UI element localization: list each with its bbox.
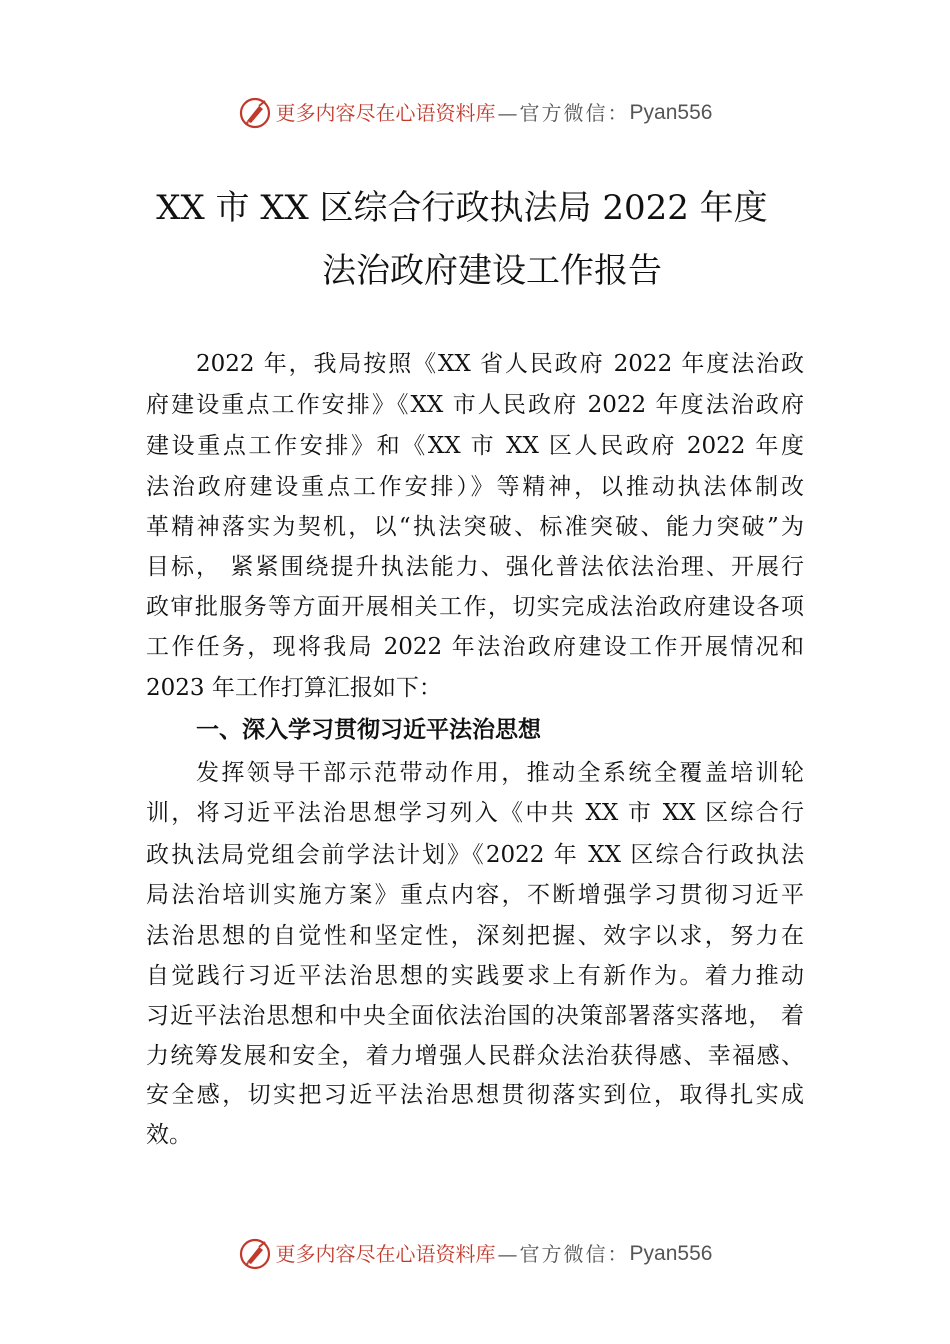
section1-line: 自觉践行习近平法治思想的实践要求上有新作为。着力推动: [146, 963, 804, 989]
intro-line: 2023 年工作打算汇报如下：: [146, 675, 442, 701]
intro-line: 2022 年，我局按照《XX 省人民政府 2022 年度法治政: [196, 351, 804, 377]
watermark-wechat-label: 官方微信：: [519, 101, 630, 125]
watermark-dash: —: [497, 1242, 518, 1266]
intro-line: 工作任务，现将我局 2022 年法治政府建设工作开展情况和: [146, 634, 804, 660]
document-title-line-2: 法治政府建设工作报告: [322, 251, 662, 291]
watermark-wechat-label: 官方微信：: [519, 1242, 630, 1266]
intro-line: 法治政府建设重点工作安排）》等精神，以推动执法体制改: [146, 474, 804, 500]
section1-line: 安全感，切实把习近平法治思想贯彻落实到位，取得扎实成: [146, 1082, 804, 1108]
section-heading-1: 一、深入学习贯彻习近平法治思想: [196, 717, 541, 743]
pen-nib-circle-icon: [238, 96, 272, 130]
watermark-library-text: 更多内容尽在心语资料库: [275, 101, 496, 125]
section1-line: 发挥领导干部示范带动作用，推动全系统全覆盖培训轮: [196, 760, 804, 786]
intro-line: 革精神落实为契机，以“执法突破、标准突破、能力突破”为: [146, 514, 804, 540]
section1-line: 训，将习近平法治思想学习列入《中共 XX 市 XX 区综合行: [146, 800, 804, 826]
section1-line: 局法治培训实施方案》重点内容，不断增强学习贯彻习近平: [146, 882, 804, 908]
section1-line: 效。: [146, 1122, 192, 1148]
intro-line: 政审批服务等方面开展相关工作，切实完成法治政府建设各项: [146, 594, 804, 620]
watermark-wechat-id: Pyan556: [629, 1242, 713, 1265]
section1-line: 习近平法治思想和中央全面依法治国的决策部署落实落地， 着: [146, 1003, 804, 1029]
intro-line: 府建设重点工作安排》《XX 市人民政府 2022 年度法治政府: [146, 392, 804, 418]
intro-line: 目标， 紧紧围绕提升执法能力、强化普法依法治理、开展行: [146, 554, 804, 580]
pen-nib-circle-icon: [238, 1237, 272, 1271]
intro-line: 建设重点工作安排》和《XX 市 XX 区人民政府 2022 年度: [146, 433, 804, 459]
section1-line: 政执法局党组会前学法计划》《2022 年 XX 区综合行政执法: [146, 842, 804, 868]
document-title-line-1: XX 市 XX 区综合行政执法局 2022 年度: [156, 188, 768, 228]
watermark-header: [0, 96, 950, 130]
section1-line: 力统筹发展和安全，着力增强人民群众法治获得感、幸福感、: [146, 1043, 804, 1069]
watermark-footer: [0, 1237, 950, 1271]
watermark-dash: —: [497, 101, 518, 125]
watermark-wechat-id: Pyan556: [629, 101, 713, 124]
watermark-library-text: 更多内容尽在心语资料库: [275, 1242, 496, 1266]
section1-line: 法治思想的自觉性和坚定性，深刻把握、效字以求，努力在: [146, 923, 804, 949]
